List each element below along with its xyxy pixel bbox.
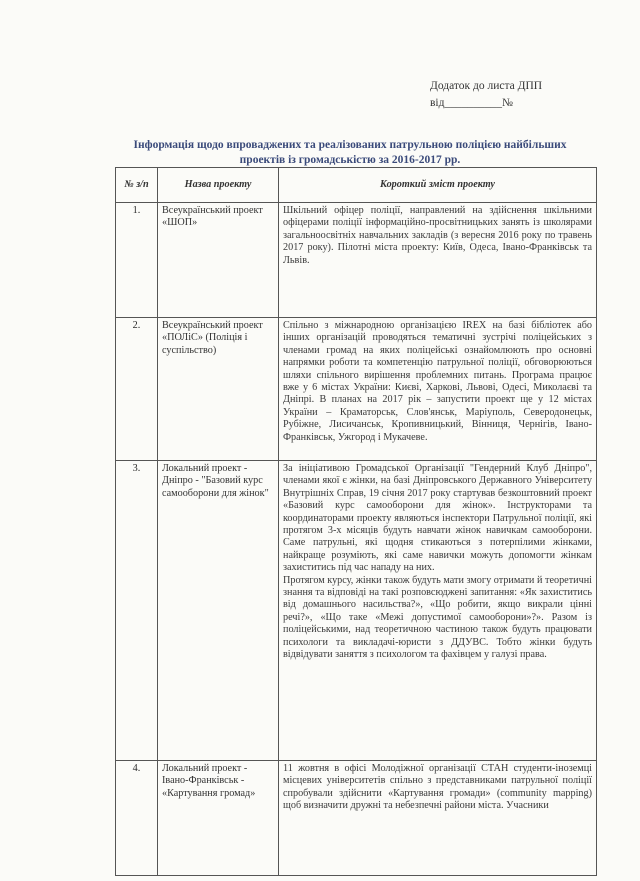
document-title: Інформація щодо впроваджених та реалізованих патрульною поліцією найбільших проектів із громадськістю за 2016-2017 рр. xyxy=(133,139,567,166)
appendix-note xyxy=(430,78,542,112)
project-name: Всеукраїнський проект «ПОЛіС» (Поліція і суспільство) xyxy=(158,318,279,461)
table-row xyxy=(116,761,597,876)
column-header-name: Назва проекту xyxy=(158,168,279,203)
project-summary xyxy=(279,461,597,761)
row-number: 1. xyxy=(116,203,158,318)
row-number: 3. xyxy=(116,461,158,761)
row-number: 4. xyxy=(116,761,158,876)
column-header-number: № з/п xyxy=(116,168,158,203)
table-row xyxy=(116,461,597,761)
table-row xyxy=(116,318,597,461)
project-summary: 11 жовтня в офісі Молодіжної організації СТАН студенти-іноземці місцевих університетів спільно з представниками патрульної поліції спробували здійснити «Картування громади» (community mapping) щоб визначити дружні та небезпечні райони міста. Учасники xyxy=(279,761,597,876)
column-header-summary: Короткий зміст проекту xyxy=(279,168,597,203)
row-number: 2. xyxy=(116,318,158,461)
appendix-line-1: Додаток до листа ДПП xyxy=(430,80,543,92)
table-row xyxy=(116,203,597,318)
project-name: Всеукраїнський проект «ШОП» xyxy=(158,203,279,318)
project-name: Локальний проект - Дніпро - "Базовий курс самооборони для жінок" xyxy=(158,461,279,761)
table-header-row xyxy=(116,168,597,203)
projects-table xyxy=(115,167,597,876)
project-name: Локальний проект - Івано-Франківськ - «Картування громад» xyxy=(158,761,279,876)
appendix-line-2: від__________№ xyxy=(430,97,513,109)
project-summary-paragraph-1: За ініціативою Громадської Організації "Гендерний Клуб Дніпро", членами якої є жінки, на базі Дніпровського Державного Університету Внутрішніх Справ, 19 січня 2017 року стартував безкоштовний проект «Базовий курс самооборони для жінок». Інструкторами та координаторами проекту являються інспектори Патрульної поліції, які протягом 3-х місяців будуть навчати жінок навичкам самооборони. Саме патрульні, які щодня стикаються з потерпілими жінками, найкраще розуміють, які саме навички можуть допомогти жінкам захиститись під час нападу на них. xyxy=(283,463,592,574)
project-summary: Спільно з міжнародною організацією IREX на базі бібліотек або інших організацій проводяться тематичні зустрічі поліцейських з членами громад на яких поліцейські ознайомлюють про основні напрямки роботи та компетенцію патрульної поліції, обговорюються шляхи спільного вирішення проблемних питань. Програма працює вже у 6 містах України: Києві, Харкові, Львові, Одесі, Миколаєві та Дніпрі. В планах на 2017 рік – запустити проект ще у 12 містах України – Краматорськ, Слов'янськ, Маріуполь, Северодонецьк, Рубіжне, Лисичанськ, Кропивницький, Вінниця, Чернігів, Івано-Франківськ, Ужгород і Мукачеве. xyxy=(279,318,597,461)
project-summary: Шкільний офіцер поліції, направлений на здійснення шкільними офіцерами поліції інформаційно-просвітницьких занять із школярами загальноосвітніх навчальних закладів (з вересня 2016 року по травень 2017 року). Пілотні міста проекту: Київ, Одеса, Івано-Франківськ та Львів. xyxy=(279,203,597,318)
project-summary-paragraph-2: Протягом курсу, жінки також будуть мати змогу отримати й теоретичні знання та відповіді на такі розповсюджені запитання: «Як захиститись від домашнього насильства?», «Що робити, якщо викрали цінні речі?», «Що таке «Межі допустимої самооборони»?». Разом із поліцейськими, над теоретичною частиною також будуть працювати психологи та викладачі-юристи з ДДУВС. Тобто жінки будуть відвідувати заняття з психологом та фахівцем у галузі права. xyxy=(283,574,592,661)
